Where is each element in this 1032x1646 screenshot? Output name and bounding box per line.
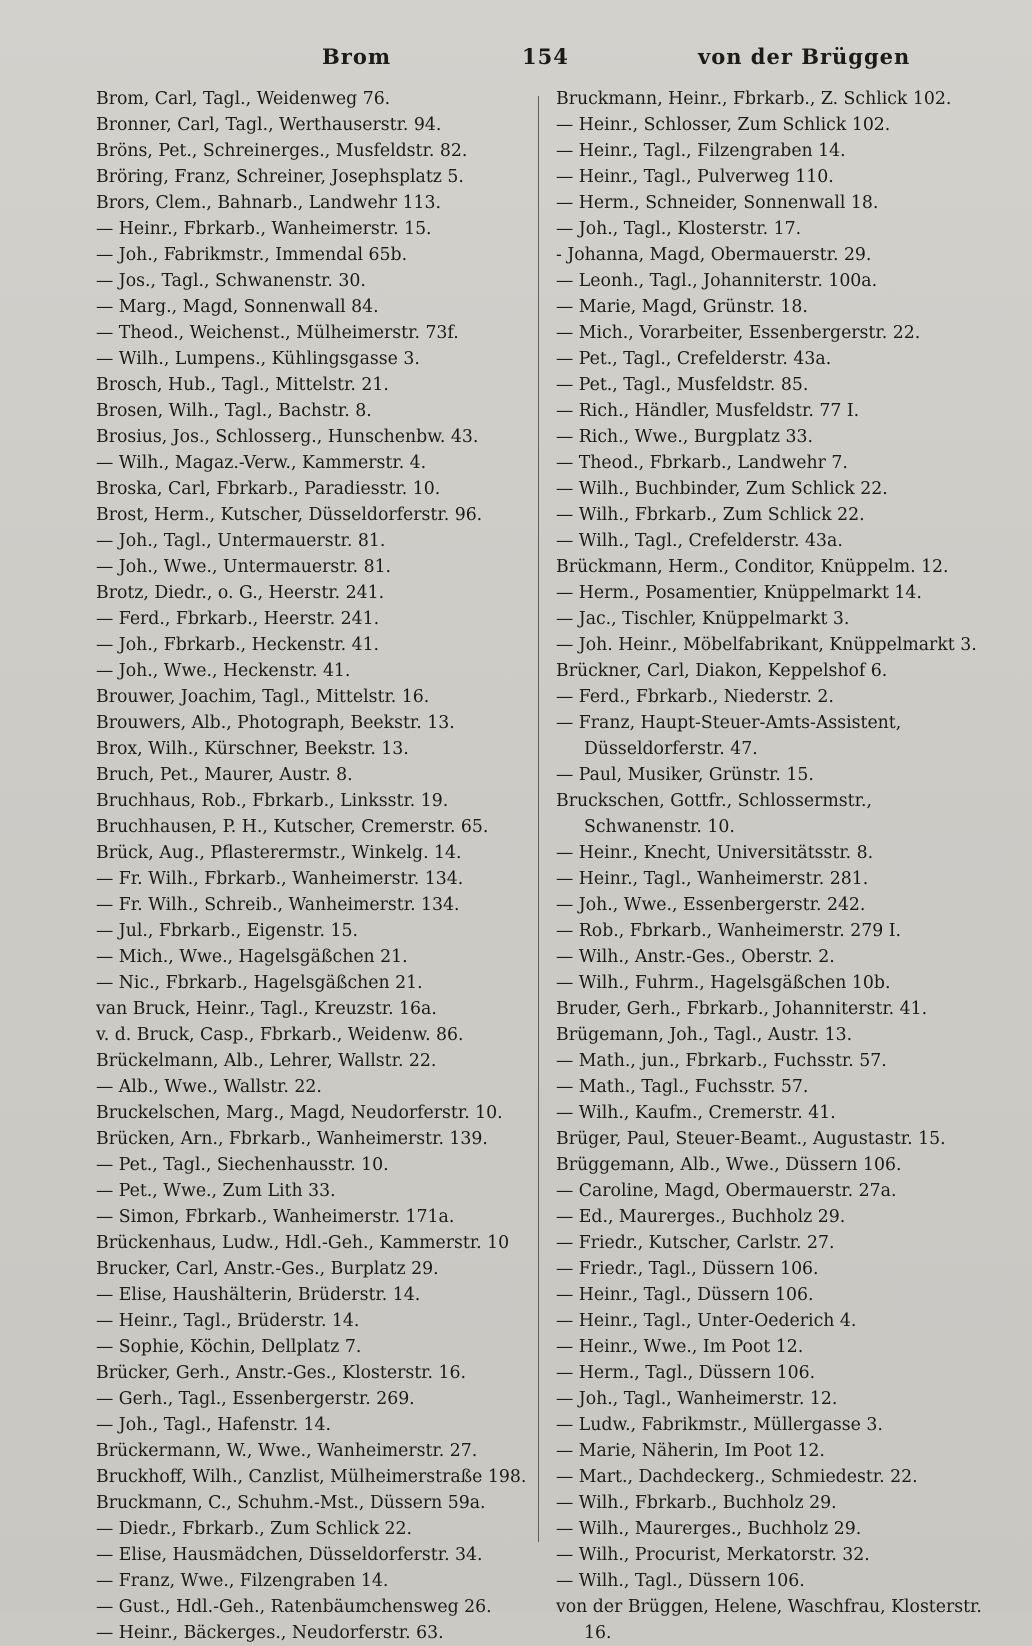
directory-entry: — Mart., Dachdeckerg., Schmiedestr. 22. [556,1467,918,1487]
directory-entry: — Friedr., Kutscher, Carlstr. 27. [556,1233,835,1253]
directory-entry: — Wilh., Fbrkarb., Buchholz 29. [556,1493,837,1513]
directory-entry: — Wilh., Procurist, Merkatorstr. 32. [556,1545,870,1565]
directory-entry: — Wilh., Tagl., Düssern 106. [556,1571,805,1591]
directory-entry: — Joh., Wwe., Essenbergerstr. 242. [556,895,866,915]
directory-entry: — Rich., Händler, Musfeldstr. 77 I. [556,401,860,421]
directory-entry: — Ed., Maurerges., Buchholz 29. [556,1207,846,1227]
directory-entry: — Joh. Heinr., Möbelfabrikant, Knüppelmarkt 3. [556,635,977,655]
directory-entry: — Marg., Magd, Sonnenwall 84. [96,297,379,317]
directory-entry: — Jac., Tischler, Knüppelmarkt 3. [556,609,850,629]
directory-entry: — Gerh., Tagl., Essenbergerstr. 269. [96,1389,415,1409]
directory-entry: — Joh., Tagl., Untermauerstr. 81. [96,531,386,551]
directory-entry: Brox, Wilh., Kürschner, Beekstr. 13. [96,739,409,759]
directory-entry: von der Brüggen, Helene, Waschfrau, Klosterstr. 16. [556,1597,982,1643]
directory-entry: — Heinr., Tagl., Unter-Oederich 4. [556,1311,857,1331]
directory-entry: Bruckelschen, Marg., Magd, Neudorferstr. 10. [96,1103,503,1123]
directory-entry: — Herm., Schneider, Sonnenwall 18. [556,193,879,213]
directory-entry: — Rich., Wwe., Burgplatz 33. [556,427,813,447]
directory-entry: Brückermann, W., Wwe., Wanheimerstr. 27. [96,1441,478,1461]
directory-entry: — Wilh., Buchbinder, Zum Schlick 22. [556,479,888,499]
directory-entry: — Heinr., Tagl., Düssern 106. [556,1285,814,1305]
directory-entry: — Wilh., Tagl., Crefelderstr. 43a. [556,531,843,551]
directory-entry: — Wilh., Lumpens., Kühlingsgasse 3. [96,349,420,369]
header-last-name: von der Brüggen [698,44,911,69]
directory-entry: — Pet., Tagl., Musfeldstr. 85. [556,375,809,395]
directory-entry: — Mich., Wwe., Hagelsgäßchen 21. [96,947,408,967]
directory-entry: — Ludw., Fabrikmstr., Müllergasse 3. [556,1415,883,1435]
directory-entry: Bruckhoff, Wilh., Canzlist, Mülheimerstraße 198. [96,1467,527,1487]
directory-entry: Brückmann, Herm., Conditor, Knüppelm. 12. [556,557,949,577]
directory-entry: — Wilh., Fuhrm., Hagelsgäßchen 10b. [556,973,891,993]
left-column [96,86,528,1646]
directory-entry: — Joh., Wwe., Heckenstr. 41. [96,661,351,681]
directory-entry: — Wilh., Magaz.-Verw., Kammerstr. 4. [96,453,427,473]
directory-entry: — Heinr., Wwe., Im Poot 12. [556,1337,804,1357]
directory-entry: - Johanna, Magd, Obermauerstr. 29. [556,245,872,265]
directory-entry: — Gust., Hdl.-Geh., Ratenbäumchensweg 26. [96,1597,492,1617]
directory-entry: — Heinr., Schlosser, Zum Schlick 102. [556,115,891,135]
directory-entry: Bronner, Carl, Tagl., Werthauserstr. 94. [96,115,442,135]
directory-entry: Brücken, Arn., Fbrkarb., Wanheimerstr. 139. [96,1129,488,1149]
directory-entry: Bruchhaus, Rob., Fbrkarb., Linksstr. 19. [96,791,449,811]
directory-entry: Brouwers, Alb., Photograph, Beekstr. 13. [96,713,455,733]
directory-entry: — Mich., Vorarbeiter, Essenbergerstr. 22. [556,323,921,343]
directory-entry: — Alb., Wwe., Wallstr. 22. [96,1077,322,1097]
column-divider [538,96,539,1542]
directory-entry: — Pet., Tagl., Crefelderstr. 43a. [556,349,832,369]
directory-entry: — Joh., Tagl., Hafenstr. 14. [96,1415,332,1435]
directory-entry: — Wilh., Kaufm., Cremerstr. 41. [556,1103,836,1123]
directory-entry: — Math., jun., Fbrkarb., Fuchsstr. 57. [556,1051,887,1071]
directory-entry: — Herm., Tagl., Düssern 106. [556,1363,816,1383]
directory-entry: — Heinr., Tagl., Wanheimerstr. 281. [556,869,869,889]
directory-entry: — Fr. Wilh., Schreib., Wanheimerstr. 134. [96,895,460,915]
directory-entry: Brors, Clem., Bahnarb., Landwehr 113. [96,193,442,213]
directory-entry: — Elise, Haushälterin, Brüderstr. 14. [96,1285,421,1305]
directory-entry: — Nic., Fbrkarb., Hagelsgäßchen 21. [96,973,423,993]
directory-entry: van Bruck, Heinr., Tagl., Kreuzstr. 16a. [96,999,437,1019]
directory-entry: — Wilh., Fbrkarb., Zum Schlick 22. [556,505,865,525]
directory-entry: — Ferd., Fbrkarb., Niederstr. 2. [556,687,834,707]
directory-entry: Brüger, Paul, Steuer-Beamt., Augustastr. 15. [556,1129,946,1149]
directory-entry: — Theod., Fbrkarb., Landwehr 7. [556,453,848,473]
directory-entry: — Joh., Tagl., Klosterstr. 17. [556,219,802,239]
directory-entry: Brosius, Jos., Schlosserg., Hunschenbw. 43. [96,427,479,447]
directory-entry: — Leonh., Tagl., Johanniterstr. 100a. [556,271,878,291]
directory-entry: Brück, Aug., Pflasterermstr., Winkelg. 14. [96,843,462,863]
directory-entry: Bruckmann, C., Schuhm.-Mst., Düssern 59a. [96,1493,486,1513]
directory-entry: — Heinr., Tagl., Pulverweg 110. [556,167,834,187]
directory-entry: Brügemann, Joh., Tagl., Austr. 13. [556,1025,853,1045]
directory-entry: — Pet., Tagl., Siechenhausstr. 10. [96,1155,389,1175]
directory-entry: Brückenhaus, Ludw., Hdl.-Geh., Kammerstr. 10 [96,1233,510,1253]
directory-entry: Bröns, Pet., Schreinerges., Musfeldstr. 82. [96,141,468,161]
right-column [556,86,992,1646]
directory-entry: Brotz, Diedr., o. G., Heerstr. 241. [96,583,385,603]
directory-entry: Bruder, Gerh., Fbrkarb., Johanniterstr. 41. [556,999,928,1019]
directory-entry: Bruch, Pet., Maurer, Austr. 8. [96,765,353,785]
directory-entry: — Joh., Tagl., Wanheimerstr. 12. [556,1389,838,1409]
directory-entry: Brucker, Carl, Anstr.-Ges., Burplatz 29. [96,1259,439,1279]
directory-entry: Brouwer, Joachim, Tagl., Mittelstr. 16. [96,687,430,707]
directory-entry: — Heinr., Bäckerges., Neudorferstr. 63. [96,1623,444,1643]
directory-entry: Brücker, Gerh., Anstr.-Ges., Klosterstr. 16. [96,1363,466,1383]
directory-entry: Brom, Carl, Tagl., Weidenweg 76. [96,89,391,109]
directory-entry: — Wilh., Maurerges., Buchholz 29. [556,1519,862,1539]
directory-entry: — Heinr., Knecht, Universitätsstr. 8. [556,843,874,863]
directory-entry: — Simon, Fbrkarb., Wanheimerstr. 171a. [96,1207,455,1227]
directory-entry: — Joh., Fabrikmstr., Immendal 65b. [96,245,408,265]
directory-entry: Brost, Herm., Kutscher, Düsseldorferstr. 96. [96,505,483,525]
directory-entry: Brüggemann, Alb., Wwe., Düssern 106. [556,1155,902,1175]
directory-entry: Broska, Carl, Fbrkarb., Paradiesstr. 10. [96,479,441,499]
directory-entry: — Jul., Fbrkarb., Eigenstr. 15. [96,921,358,941]
directory-entry: — Herm., Posamentier, Knüppelmarkt 14. [556,583,922,603]
directory-entry: — Friedr., Tagl., Düssern 106. [556,1259,819,1279]
directory-entry: — Pet., Wwe., Zum Lith 33. [96,1181,336,1201]
directory-entry: — Sophie, Köchin, Dellplatz 7. [96,1337,362,1357]
directory-entry: — Paul, Musiker, Grünstr. 15. [556,765,814,785]
directory-entry: v. d. Bruck, Casp., Fbrkarb., Weidenw. 86. [96,1025,464,1045]
directory-entry: — Fr. Wilh., Fbrkarb., Wanheimerstr. 134. [96,869,464,889]
directory-entry: Bruckmann, Heinr., Fbrkarb., Z. Schlick 102. [556,89,952,109]
directory-entry: — Joh., Wwe., Untermauerstr. 81. [96,557,392,577]
directory-entry: — Caroline, Magd, Obermauerstr. 27a. [556,1181,897,1201]
directory-entry: — Ferd., Fbrkarb., Heerstr. 241. [96,609,380,629]
directory-entry: — Rob., Fbrkarb., Wanheimerstr. 279 I. [556,921,902,941]
page-number: 154 [522,44,569,69]
directory-entry: Brückner, Carl, Diakon, Keppelshof 6. [556,661,888,681]
directory-entry: — Math., Tagl., Fuchsstr. 57. [556,1077,809,1097]
directory-entry: Brückelmann, Alb., Lehrer, Wallstr. 22. [96,1051,437,1071]
directory-entry: — Joh., Fbrkarb., Heckenstr. 41. [96,635,380,655]
directory-entry: — Heinr., Tagl., Brüderstr. 14. [96,1311,360,1331]
directory-entry: Brosch, Hub., Tagl., Mittelstr. 21. [96,375,389,395]
directory-entry: — Jos., Tagl., Schwanenstr. 30. [96,271,366,291]
directory-entry: Bruchhausen, P. H., Kutscher, Cremerstr. 65. [96,817,489,837]
directory-entry: — Elise, Hausmädchen, Düsseldorferstr. 34. [96,1545,483,1565]
directory-entry: Bröring, Franz, Schreiner, Josephsplatz 5. [96,167,464,187]
directory-entry: Bruckschen, Gottfr., Schlossermstr., Schwanenstr. 10. [556,791,872,837]
directory-entry: — Heinr., Fbrkarb., Wanheimerstr. 15. [96,219,432,239]
header-first-name: Brom [322,44,392,69]
directory-entry: — Wilh., Anstr.-Ges., Oberstr. 2. [556,947,835,967]
directory-entry: — Franz, Wwe., Filzengraben 14. [96,1571,389,1591]
directory-entry: — Theod., Weichenst., Mülheimerstr. 73f. [96,323,459,343]
directory-entry: — Diedr., Fbrkarb., Zum Schlick 22. [96,1519,413,1539]
directory-entry: — Heinr., Tagl., Filzengraben 14. [556,141,846,161]
directory-entry: — Marie, Magd, Grünstr. 18. [556,297,808,317]
directory-entry: Brosen, Wilh., Tagl., Bachstr. 8. [96,401,372,421]
directory-entry: — Franz, Haupt-Steuer-Amts-Assistent, Düsseldorferstr. 47. [556,713,902,759]
page-header [0,44,1032,78]
directory-entry: — Marie, Näherin, Im Poot 12. [556,1441,825,1461]
